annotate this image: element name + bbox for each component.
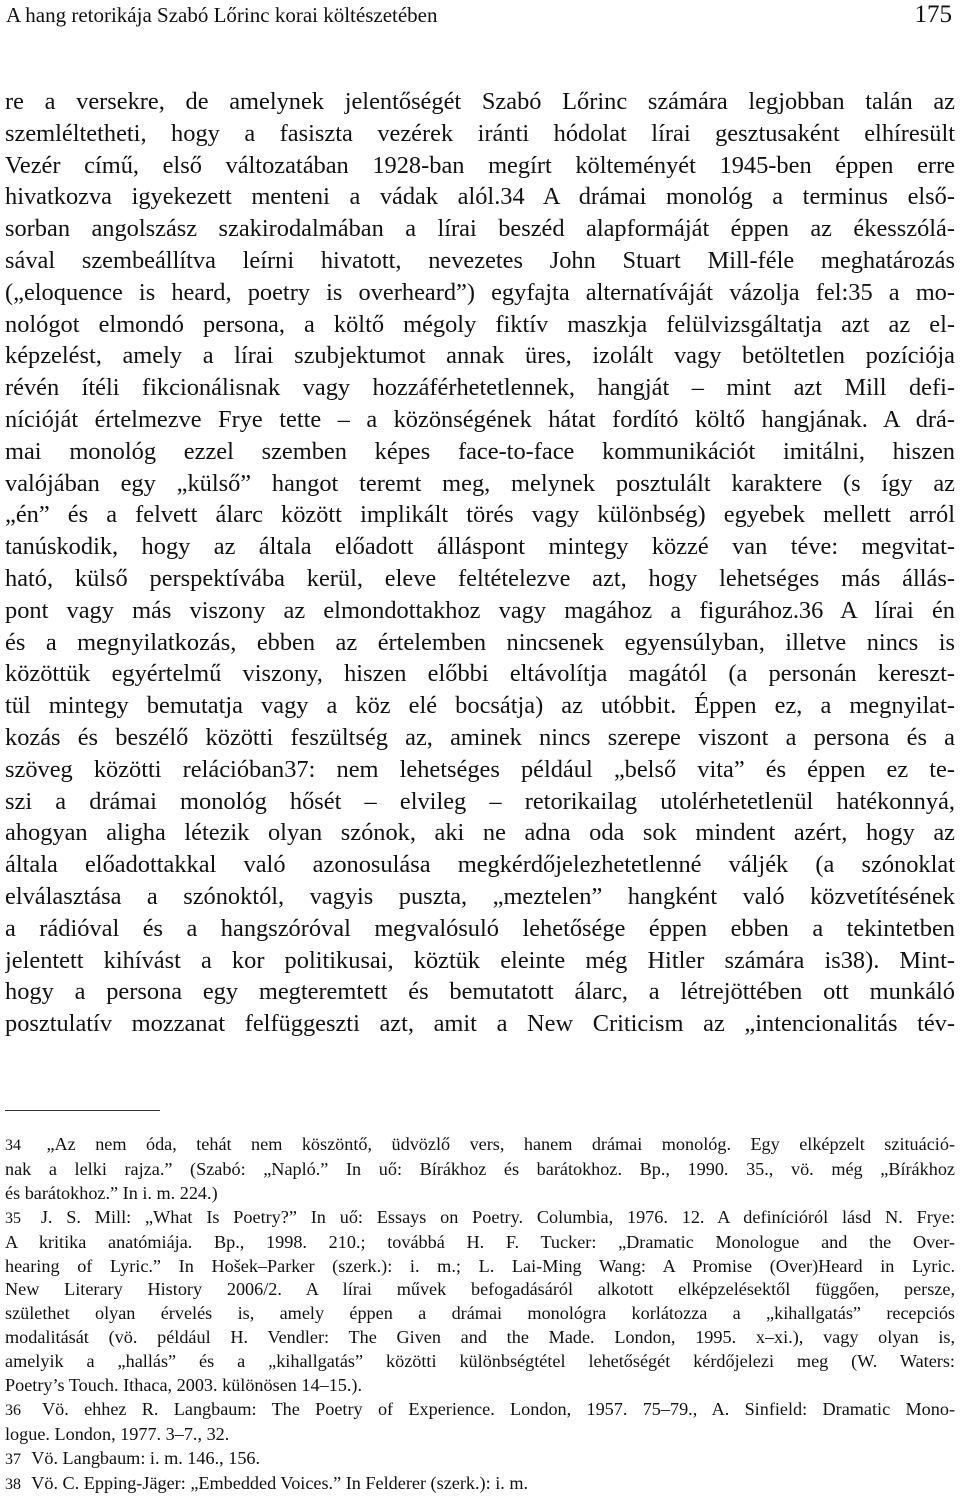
footnote-number: 36 — [5, 1401, 21, 1419]
body-line: hivatkozva igyekezett menteni a vádak alól.34 A drámai monológ a terminus első- — [5, 183, 955, 211]
running-header — [6, 0, 954, 36]
footnote-line: Poetry’s Touch. Ithaca, 2003. különösen 14–15.). — [5, 1375, 363, 1396]
body-line: („eloquence is heard, poetry is overheard”) egyfajta alternatíváját vázolja fel:35 a mo- — [5, 278, 955, 306]
body-line: révén ítéli fikcionálisnak vagy hozzáférhetetlennek, hangját – mint azt Mill defi- — [5, 374, 955, 402]
body-line: tanúskodik, hogy az általa előadott álláspont mintegy közzé van téve: megvitat- — [5, 533, 955, 561]
body-line: elválasztása a szónoktól, vagyis puszta, „meztelen” hangként való közvetítésének — [5, 882, 955, 910]
body-line: képzelést, amely a lírai szubjektumot annak üres, izolált vagy betöltetlen pozíciója — [5, 342, 955, 370]
body-line: nológot elmondó persona, a költő mégoly fiktív maszkja felülvizsgáltatja azt az el- — [5, 310, 955, 338]
body-line: posztulatív mozzanat felfüggeszti azt, amit a New Criticism az „intencionalitás tév- — [5, 1010, 955, 1038]
body-line: szemléltetheti, hogy a fasiszta vezérek iránti hódolat lírai gesztusaként elhíresült — [5, 119, 955, 147]
footnote-38 — [5, 1472, 955, 1497]
main-text — [5, 86, 955, 1040]
footnote-line: Vö. C. Epping-Jäger: „Embedded Voices.” In Felderer (szerk.): i. m. — [31, 1472, 529, 1493]
footnote-line: amelyik a „hallás” és a „kihallgatás” közötti különbségtétel lehetőségét kérdőjelezi meg (W. Waters: — [5, 1351, 955, 1372]
footnote-line: modalitását (vö. például H. Vendler: The Given and the Made. London, 1995. x–xi.), vagy olyan is, — [5, 1327, 955, 1348]
footnote-line: Vö. Langbaum: i. m. 146., 156. — [31, 1447, 261, 1468]
body-line: szi a drámai monológ hősét – elvileg – retorikailag utolérhetetlenül hatékonnyá, — [5, 787, 955, 815]
body-line: sával szembeállítva leírni hivatott, nevezetes John Stuart Mill-féle meghatározás — [5, 246, 955, 274]
footnote-line: J. S. Mill: „What Is Poetry?” In uő: Essays on Poetry. Columbia, 1976. 12. A definícióról lásd N. Frye: — [40, 1206, 955, 1227]
footnote-line: születhet olyan érvelés is, amely éppen a drámai monológra korlátozza a „kihallgatás” recepciós — [5, 1303, 955, 1324]
footnote-number: 34 — [5, 1137, 21, 1154]
footnote-separator — [5, 1110, 160, 1111]
running-title: A hang retorikája Szabó Lőrinc korai költészetében — [6, 3, 438, 27]
body-line: pont vagy más viszony az elmondottakhoz vagy magához a figurához.36 A lírai én — [5, 596, 955, 624]
footnote-number: 37 — [5, 1450, 21, 1468]
footnote-number: 35 — [5, 1209, 21, 1227]
body-line: ható, külső perspektívába kerül, eleve feltételezve azt, hogy lehetséges más állás- — [5, 564, 955, 592]
footnote-number: 38 — [5, 1475, 21, 1493]
body-line: a rádióval és a hangszóróval megvalósuló lehetősége éppen ebben a tekintetben — [5, 914, 955, 942]
body-line: közöttük egyértelmű viszony, hiszen előbbi eltávolítja magától (a personán kereszt- — [5, 660, 955, 688]
body-line: nícióját értelmezve Frye tette – a közönségének hátat fordító költő hangjának. A drá- — [5, 405, 955, 433]
footnote-35 — [5, 1206, 955, 1398]
body-line: mai monológ ezzel szemben képes face-to-face kommunikációt imitálni, hiszen — [5, 437, 955, 465]
body-line: sorban angolszász szakirodalmában a lírai beszéd alapformáját éppen az ékesszólá- — [5, 215, 955, 243]
body-line: és a megnyilatkozás, ebben az értelemben nincsenek egyensúlyban, illetve nincs is — [5, 628, 955, 656]
body-line: re a versekre, de amelynek jelentőségét Szabó Lőrinc számára legjobban talán az — [5, 88, 955, 115]
footnote-37 — [5, 1447, 955, 1472]
body-line: jelentett kihívást a kor politikusai, köztük eleinte még Hitler számára is38). Mint- — [5, 946, 955, 974]
footnote-line: nak a lelki rajza.” (Szabó: „Napló.” In uő: Bírákhoz és barátokhoz. Bp., 1990. 35., vö. még „Bírákhoz — [5, 1158, 955, 1179]
footnote-36 — [5, 1398, 955, 1447]
footnote-line: Vö. ehhez R. Langbaum: The Poetry of Experience. London, 1957. 75–79., A. Sinfield: Dramatic Mono- — [41, 1398, 955, 1419]
footnote-line: „Az nem óda, tehát nem köszöntő, üdvözlő vers, hanem drámai monológ. Egy elképzelt szituáció- — [46, 1134, 955, 1154]
body-line: általa előadottakkal való azonosulása megkérdőjelezhetetlenné váljék (a szónoklat — [5, 851, 955, 879]
footnote-34 — [5, 1133, 955, 1206]
body-line: szöveg közötti relációban37: nem lehetséges például „belső vita” és éppen ez te- — [5, 755, 955, 783]
footnote-line: A kritika anatómiája. Bp., 1998. 210.; továbbá H. F. Tucker: „Dramatic Monologue and the Over- — [5, 1231, 955, 1252]
body-line: ahogyan aligha létezik olyan szónok, aki ne adna oda sok mindent azért, hogy az — [5, 819, 955, 847]
footnote-line: New Literary History 2006/2. A lírai művek befogadásáról alkotott elképzelésektől függően, persze, — [5, 1279, 955, 1300]
footnotes — [5, 1133, 955, 1497]
body-line: kozás és beszélő közötti feszültség az, aminek nincs szerepe viszont a persona és a — [5, 723, 955, 751]
footnote-line: hearing of Lyric.” In Hošek–Parker (szerk.): i. m.; L. Lai-Ming Wang: A Promise (Over)Heard in Lyric. — [5, 1255, 955, 1276]
body-line: tül mintegy bemutatja vagy a köz elé bocsátja) az utóbbit. Éppen ez, a megnyilat- — [5, 692, 955, 720]
body-line: Vezér című, első változatában 1928-ban megírt költeményét 1945-ben éppen erre — [5, 151, 955, 179]
body-line: valójában egy „külső” hangot teremt meg, melynek posztulált karaktere (s így az — [5, 469, 955, 497]
footnote-line: logue. London, 1977. 3–7., 32. — [5, 1423, 230, 1444]
body-line: „én” és a felvett álarc között implikált törés vagy különbség) egyebek mellett arról — [5, 501, 955, 529]
footnote-line: és barátokhoz.” In i. m. 224.) — [5, 1182, 218, 1203]
body-line: hogy a persona egy megteremtett és bemutatott álarc, a létrejöttében ott munkáló — [5, 978, 955, 1006]
page-number: 175 — [914, 1, 952, 28]
